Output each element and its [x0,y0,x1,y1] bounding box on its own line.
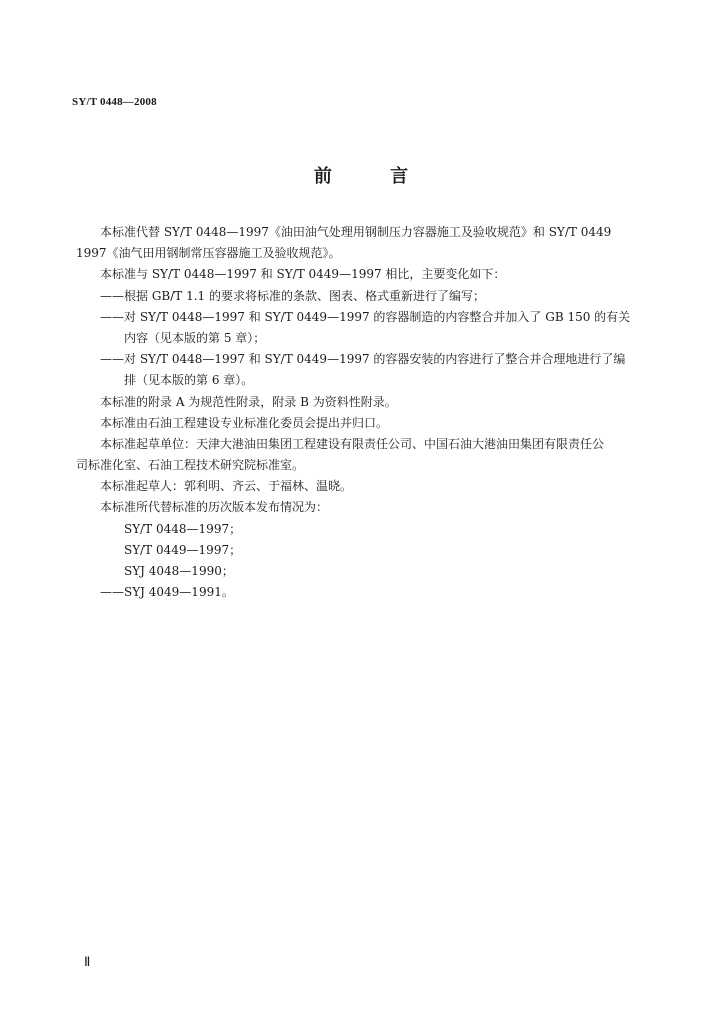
body-line: ——对 SY/T 0448—1997 和 SY/T 0449—1997 的容器制造的内容整合并加入了 GB 150 的有关 [100,309,631,324]
body-line: 司标准化室、石油工程技术研究院标准室。 [76,458,305,473]
body-line: ——对 SY/T 0448—1997 和 SY/T 0449—1997 的容器安装的内容进行了整合并合理地进行了编 [100,352,626,367]
foreword-body [76,222,636,603]
body-line: 本标准与 SY/T 0448—1997 和 SY/T 0449—1997 相比，主要变化如下： [100,267,506,282]
body-line: 排（见本版的第 6 章）。 [124,373,254,388]
standard-code-header: SY/T 0448—2008 [72,96,157,108]
body-line: 本标准代替 SY/T 0448—1997《油田油气处理用钢制压力容器施工及验收规范》和 SY/T 0449 [100,225,612,239]
body-line: 内容（见本版的第 5 章）； [124,330,266,345]
body-line: SYJ 4048—1990； [124,564,234,578]
body-line: 本标准所代替标准的历次版本发布情况为： [100,500,329,515]
page-number: Ⅱ [84,954,91,969]
body-line: SY/T 0449—1997； [124,542,242,557]
body-line: 本标准的附录 A 为规范性附录，附录 B 为资料性附录。 [100,394,397,409]
page-title: 前 言 [313,166,435,187]
body-line: ——根据 GB/T 1.1 的要求将标准的条款、图表、格式重新进行了编写； [100,288,485,303]
body-line: 本标准起草人：郭利明、齐云、于福林、温晓。 [100,479,353,494]
body-line: 本标准起草单位：天津大港油田集团工程建设有限责任公司、中国石油大港油田集团有限责任公 [100,436,605,451]
body-line: ——SYJ 4049—1991。 [100,585,234,600]
body-line: SY/T 0448—1997； [124,521,242,536]
body-line: 1997《油气田用钢制常压容器施工及验收规范》。 [76,246,341,261]
body-line: 本标准由石油工程建设专业标准化委员会提出并归口。 [100,415,389,430]
